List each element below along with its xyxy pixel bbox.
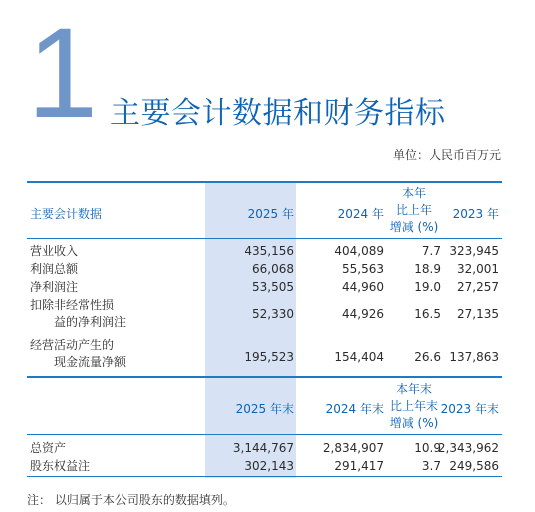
cell-2023: 32,001 bbox=[457, 262, 499, 276]
header2-rule bbox=[27, 434, 502, 435]
section-divider-rule bbox=[27, 376, 502, 378]
header-change-line1: 本年 bbox=[401, 186, 426, 200]
section-number: 1 bbox=[27, 2, 99, 145]
cell-2024: 291,417 bbox=[334, 459, 384, 473]
cell-change: 26.6 bbox=[414, 350, 441, 364]
row-label-line1: 扣除非经常性损 bbox=[30, 298, 115, 312]
financial-table bbox=[27, 178, 502, 478]
cell-2025: 195,523 bbox=[244, 350, 294, 364]
row-label-line2: 现金流量净额 bbox=[54, 355, 127, 369]
cell-2023: 27,257 bbox=[457, 280, 499, 294]
cell-2023: 2,343,962 bbox=[437, 441, 499, 455]
cell-change: 18.9 bbox=[414, 262, 441, 276]
row-label-line1: 经营活动产生的 bbox=[30, 338, 115, 352]
row-label: 利润总额 bbox=[30, 262, 79, 276]
cell-2023: 323,945 bbox=[449, 244, 499, 258]
cell-2024: 154,404 bbox=[334, 350, 384, 364]
header-change-end-line3: 增减 (%) bbox=[389, 416, 439, 430]
footnote: 注： 以归属于本公司股东的数据填列。 bbox=[27, 493, 235, 507]
cell-change: 19.0 bbox=[414, 280, 441, 294]
cell-change: 3.7 bbox=[421, 459, 441, 473]
table-top-rule bbox=[27, 181, 502, 183]
header-change-end-line2: 比上年末 bbox=[389, 399, 438, 413]
header-rule bbox=[27, 238, 502, 239]
cell-2025: 302,143 bbox=[244, 459, 294, 473]
header-2024-end: 2024 年末 bbox=[325, 402, 384, 416]
cell-change: 7.7 bbox=[421, 244, 441, 258]
unit-label: 单位：人民币百万元 bbox=[392, 148, 501, 162]
cell-2024: 2,834,907 bbox=[322, 441, 384, 455]
header-2025-end: 2025 年末 bbox=[235, 402, 294, 416]
header-2023: 2023 年 bbox=[452, 207, 499, 221]
cell-2024: 44,926 bbox=[342, 307, 384, 321]
header-2024: 2024 年 bbox=[337, 207, 384, 221]
cell-change: 10.9 bbox=[414, 441, 441, 455]
cell-2023: 137,863 bbox=[449, 350, 499, 364]
header-change-line3: 增减 (%) bbox=[389, 220, 439, 234]
header-main-label: 主要会计数据 bbox=[30, 207, 103, 221]
cell-2025: 53,505 bbox=[252, 280, 294, 294]
cell-2023: 249,586 bbox=[449, 459, 499, 473]
row-label: 总资产 bbox=[30, 441, 67, 455]
section-title: 主要会计数据和财务指标 bbox=[110, 96, 446, 131]
row-label-line2: 益的净利润注 bbox=[54, 315, 127, 329]
cell-2023: 27,135 bbox=[457, 307, 499, 321]
table-bottom-rule bbox=[27, 476, 502, 477]
cell-2025: 435,156 bbox=[244, 244, 294, 258]
header-2025: 2025 年 bbox=[247, 207, 294, 221]
cell-2025: 66,068 bbox=[252, 262, 294, 276]
row-label: 净利润注 bbox=[30, 280, 79, 294]
cell-2024: 404,089 bbox=[334, 244, 384, 258]
header-change-end-line1: 本年末 bbox=[395, 382, 432, 396]
cell-change: 16.5 bbox=[414, 307, 441, 321]
row-label: 股东权益注 bbox=[30, 459, 91, 473]
cell-2025: 52,330 bbox=[252, 307, 294, 321]
header-change-line2: 比上年 bbox=[395, 203, 432, 217]
cell-2024: 55,563 bbox=[342, 262, 384, 276]
cell-2024: 44,960 bbox=[342, 280, 384, 294]
row-label: 营业收入 bbox=[30, 244, 79, 258]
header-2023-end: 2023 年末 bbox=[440, 402, 499, 416]
cell-2025: 3,144,767 bbox=[232, 441, 294, 455]
